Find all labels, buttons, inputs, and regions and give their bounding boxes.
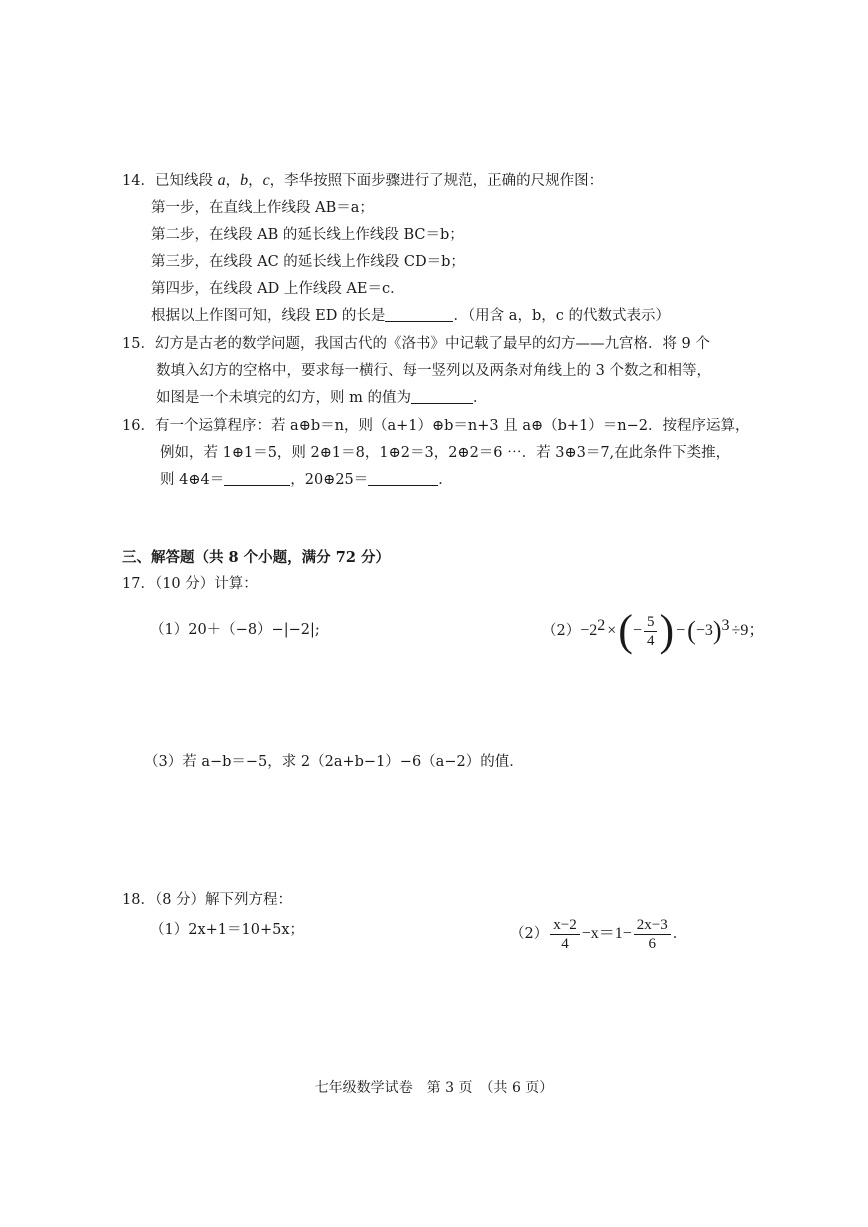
q16-answer-blank-1[interactable] — [224, 471, 290, 486]
q17-header: 17．（10 分）计算： — [122, 576, 258, 592]
q17-part2: （2） −2 2 × ( − $\frac{5}{4}$ ) − ( −3 ) 3 ÷9； — [542, 606, 765, 655]
q16-line3: 则 4⊕4＝ ，20⊕25＝ ． — [160, 472, 453, 488]
q17-part1: （1）20＋（−8）−|−2|; — [150, 622, 320, 638]
q14-step3: 第三步，在线段 AC 的延长线上作线段 CD＝b； — [151, 254, 465, 270]
q16-number: 16． — [122, 418, 155, 434]
q18-header: 18．（8 分）解下列方程： — [122, 892, 293, 908]
q14-step1: 第一步，在直线上作线段 AB＝a； — [151, 200, 374, 216]
q14-conclusion: 根据以上作图可知，线段 ED 的长是 ．（用含 a，b，c 的代数式表示） — [151, 308, 670, 324]
q15-line1: 15．幻方是古老的数学问题，我国古代的《洛书》中记载了最早的幻方——九宫格．将 9 个 — [122, 336, 710, 352]
right-paren: ) — [659, 606, 675, 655]
q18-fraction-1: $\frac{x-2}{4}$ — [550, 916, 579, 953]
q18-part2: （2） $\frac{x-2}{4}$ −x＝1− $\frac{2x-3}{6}$ ． — [510, 916, 688, 952]
left-paren: ( — [618, 606, 633, 655]
q14-intro: 14．已知线段 a，b，c，李华按照下面步骤进行了规范，正确的尺规作图： — [122, 172, 604, 189]
q16-answer-blank-2[interactable] — [368, 471, 438, 486]
q15-line2: 数填入幻方的空格中，要求每一横行、每一竖列以及两条对角线上的 3 个数之和相等， — [156, 363, 711, 379]
page-footer: 七年级数学试卷 第 3 页 （共 6 页） — [314, 1080, 554, 1096]
q14-step4: 第四步，在线段 AD 上作线段 AE＝c． — [151, 281, 405, 297]
q18-fraction-2: $\frac{2x-3}{6}$ — [634, 916, 671, 953]
q14-answer-blank[interactable] — [385, 307, 453, 322]
q17-part3: （3）若 a−b＝−5，求 2（2a+b−1）−6（a−2）的值． — [144, 754, 524, 770]
q14-step2: 第二步，在线段 AB 的延长线上作线段 BC＝b； — [151, 227, 464, 243]
q14-number: 14． — [122, 173, 155, 189]
q15-answer-blank[interactable] — [411, 389, 473, 404]
q16-line2: 例如，若 1⊕1＝5，则 2⊕1＝8，1⊕2＝3，2⊕2＝6 ⋯．若 3⊕3＝7,在此条件下类推， — [160, 445, 731, 461]
q17-fraction: $\frac{5}{4}$ — [644, 613, 658, 650]
q15-number: 15． — [122, 336, 155, 352]
q18-part1: （1）2x+1＝10+5x； — [150, 922, 305, 938]
section-3-title: 三、解答题（共 8 个小题，满分 72 分） — [122, 549, 390, 566]
q16-line1: 16．有一个运算程序：若 a⊕b＝n，则（a+1）⊕b＝n+3 且 a⊕（b+1）＝n−2．按程序运算， — [122, 418, 750, 434]
q15-line3: 如图是一个未填完的幻方，则 m 的值为 ． — [156, 390, 488, 406]
